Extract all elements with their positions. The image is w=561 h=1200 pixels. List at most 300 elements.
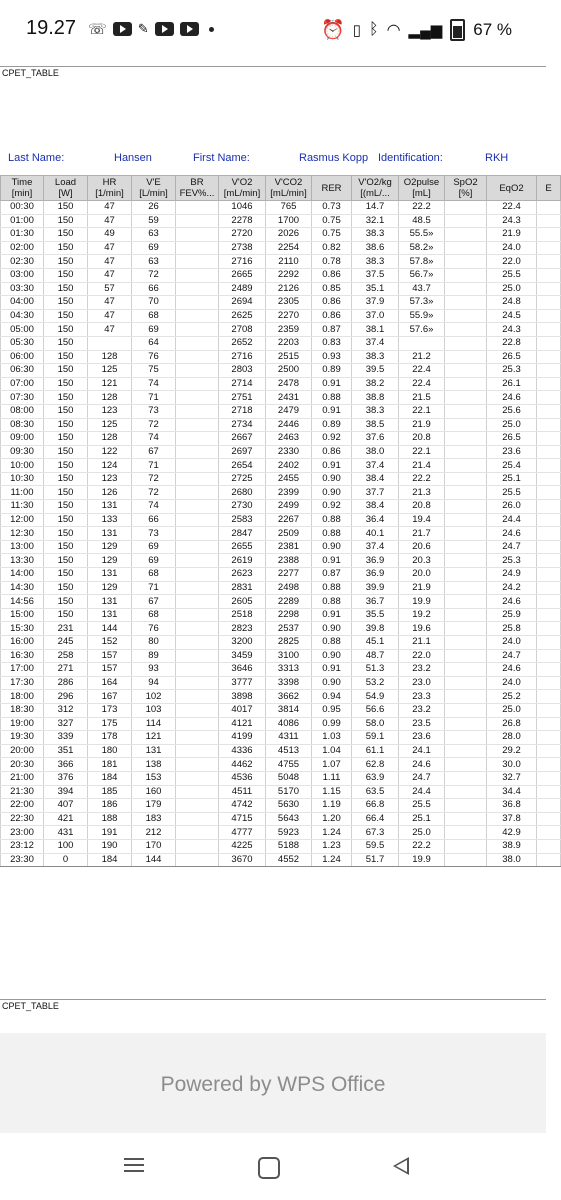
table-cell[interactable]: 89 xyxy=(132,649,176,663)
table-cell[interactable] xyxy=(445,214,487,228)
table-cell[interactable]: 21.9 xyxy=(399,418,445,432)
table-cell[interactable]: 144 xyxy=(88,622,132,636)
table-cell[interactable]: 2446 xyxy=(266,418,312,432)
table-cell[interactable] xyxy=(537,241,561,255)
table-cell[interactable]: 24.6 xyxy=(399,758,445,772)
table-cell[interactable]: 47 xyxy=(88,323,132,337)
table-cell[interactable] xyxy=(445,391,487,405)
table-cell[interactable]: 13:30 xyxy=(1,554,44,568)
table-cell[interactable]: 08:30 xyxy=(1,418,44,432)
table-cell[interactable]: 2267 xyxy=(266,513,312,527)
table-cell[interactable]: 3200 xyxy=(219,636,266,650)
table-cell[interactable]: 68 xyxy=(132,608,176,622)
table-cell[interactable]: 2399 xyxy=(266,486,312,500)
table-cell[interactable]: 4311 xyxy=(266,731,312,745)
table-cell[interactable]: 06:00 xyxy=(1,350,44,364)
table-cell[interactable]: 71 xyxy=(132,581,176,595)
table-cell[interactable]: 24.7 xyxy=(487,649,537,663)
table-cell[interactable]: 62.8 xyxy=(352,758,399,772)
table-cell[interactable]: 150 xyxy=(44,268,88,282)
table-cell[interactable] xyxy=(445,255,487,269)
table-cell[interactable]: 2278 xyxy=(219,214,266,228)
table-cell[interactable]: 2455 xyxy=(266,472,312,486)
table-cell[interactable]: 0.87 xyxy=(312,568,352,582)
table-cell[interactable]: 131 xyxy=(88,500,132,514)
table-cell[interactable]: 0.91 xyxy=(312,459,352,473)
table-cell[interactable]: 184 xyxy=(88,771,132,785)
table-cell[interactable] xyxy=(176,595,219,609)
table-cell[interactable]: 66 xyxy=(132,513,176,527)
table-cell[interactable]: 2515 xyxy=(266,350,312,364)
table-cell[interactable]: 2126 xyxy=(266,282,312,296)
table-cell[interactable] xyxy=(537,500,561,514)
table-cell[interactable]: 2623 xyxy=(219,568,266,582)
table-cell[interactable]: 22.2 xyxy=(399,839,445,853)
table-cell[interactable]: 38.4 xyxy=(352,500,399,514)
table-cell[interactable]: 74 xyxy=(132,377,176,391)
table-cell[interactable] xyxy=(537,622,561,636)
table-cell[interactable]: 150 xyxy=(44,418,88,432)
table-cell[interactable] xyxy=(445,350,487,364)
table-cell[interactable]: 3398 xyxy=(266,676,312,690)
table-cell[interactable]: 3814 xyxy=(266,703,312,717)
table-cell[interactable]: 0.86 xyxy=(312,296,352,310)
table-cell[interactable] xyxy=(176,296,219,310)
table-cell[interactable]: 150 xyxy=(44,554,88,568)
table-cell[interactable]: 14.7 xyxy=(352,201,399,215)
table-cell[interactable]: 21.9 xyxy=(399,581,445,595)
table-cell[interactable] xyxy=(445,241,487,255)
table-cell[interactable]: 1.24 xyxy=(312,853,352,867)
table-cell[interactable]: 5643 xyxy=(266,812,312,826)
table-cell[interactable] xyxy=(176,445,219,459)
table-cell[interactable]: 72 xyxy=(132,472,176,486)
table-cell[interactable]: 150 xyxy=(44,377,88,391)
table-cell[interactable]: 150 xyxy=(44,472,88,486)
table-cell[interactable]: 312 xyxy=(44,703,88,717)
table-cell[interactable]: 4536 xyxy=(219,771,266,785)
table-cell[interactable]: 22.0 xyxy=(487,255,537,269)
table-cell[interactable] xyxy=(537,486,561,500)
table-cell[interactable] xyxy=(537,391,561,405)
table-cell[interactable]: 1.24 xyxy=(312,826,352,840)
table-cell[interactable]: 150 xyxy=(44,486,88,500)
table-cell[interactable] xyxy=(537,214,561,228)
table-cell[interactable]: 67 xyxy=(132,445,176,459)
table-cell[interactable]: 22.4 xyxy=(487,201,537,215)
table-cell[interactable] xyxy=(445,799,487,813)
table-cell[interactable]: 14:00 xyxy=(1,568,44,582)
table-cell[interactable]: 59.1 xyxy=(352,731,399,745)
table-cell[interactable]: 150 xyxy=(44,581,88,595)
table-cell[interactable] xyxy=(176,255,219,269)
table-cell[interactable]: 47 xyxy=(88,309,132,323)
table-cell[interactable]: 164 xyxy=(88,676,132,690)
table-cell[interactable]: 3662 xyxy=(266,690,312,704)
table-cell[interactable]: 1.19 xyxy=(312,799,352,813)
table-cell[interactable] xyxy=(445,404,487,418)
table-cell[interactable]: 2654 xyxy=(219,459,266,473)
table-cell[interactable]: 24.7 xyxy=(399,771,445,785)
table-cell[interactable] xyxy=(445,785,487,799)
table-cell[interactable]: 157 xyxy=(88,663,132,677)
table-cell[interactable]: 24.5 xyxy=(487,309,537,323)
table-cell[interactable]: 2716 xyxy=(219,350,266,364)
table-cell[interactable]: 2625 xyxy=(219,309,266,323)
table-cell[interactable]: 2509 xyxy=(266,527,312,541)
table-cell[interactable] xyxy=(537,785,561,799)
table-cell[interactable] xyxy=(445,527,487,541)
table-cell[interactable]: 38.5 xyxy=(352,418,399,432)
table-cell[interactable]: 20.8 xyxy=(399,432,445,446)
table-cell[interactable]: 38.0 xyxy=(352,445,399,459)
table-cell[interactable]: 53.2 xyxy=(352,676,399,690)
table-cell[interactable]: 2619 xyxy=(219,554,266,568)
table-cell[interactable]: 11:30 xyxy=(1,500,44,514)
table-cell[interactable] xyxy=(176,540,219,554)
table-cell[interactable]: 22:00 xyxy=(1,799,44,813)
table-cell[interactable]: 131 xyxy=(88,568,132,582)
table-cell[interactable]: 23.6 xyxy=(487,445,537,459)
table-cell[interactable]: 24.3 xyxy=(487,323,537,337)
table-cell[interactable]: 38.6 xyxy=(352,241,399,255)
table-cell[interactable]: 0.73 xyxy=(312,201,352,215)
table-cell[interactable]: 66.4 xyxy=(352,812,399,826)
table-cell[interactable] xyxy=(445,472,487,486)
table-cell[interactable]: 47 xyxy=(88,241,132,255)
table-cell[interactable]: 122 xyxy=(88,445,132,459)
table-cell[interactable]: 2499 xyxy=(266,500,312,514)
table-cell[interactable]: 38.2 xyxy=(352,377,399,391)
table-cell[interactable]: 2330 xyxy=(266,445,312,459)
table-cell[interactable]: 56.6 xyxy=(352,703,399,717)
table-cell[interactable] xyxy=(537,703,561,717)
table-cell[interactable]: 1.20 xyxy=(312,812,352,826)
table-cell[interactable]: 67.3 xyxy=(352,826,399,840)
table-cell[interactable] xyxy=(176,649,219,663)
table-cell[interactable] xyxy=(445,636,487,650)
table-cell[interactable]: 188 xyxy=(88,812,132,826)
table-cell[interactable] xyxy=(537,717,561,731)
table-cell[interactable]: 2478 xyxy=(266,377,312,391)
table-cell[interactable] xyxy=(537,812,561,826)
table-cell[interactable]: 22.8 xyxy=(487,336,537,350)
table-cell[interactable] xyxy=(176,839,219,853)
table-cell[interactable] xyxy=(537,255,561,269)
table-cell[interactable]: 183 xyxy=(132,812,176,826)
table-cell[interactable] xyxy=(176,758,219,772)
table-cell[interactable] xyxy=(176,472,219,486)
table-cell[interactable]: 431 xyxy=(44,826,88,840)
table-cell[interactable]: 150 xyxy=(44,296,88,310)
table-cell[interactable]: 1.03 xyxy=(312,731,352,745)
table-cell[interactable]: 02:30 xyxy=(1,255,44,269)
table-cell[interactable]: 68 xyxy=(132,568,176,582)
table-cell[interactable] xyxy=(445,432,487,446)
table-cell[interactable]: 21:00 xyxy=(1,771,44,785)
table-cell[interactable]: 2388 xyxy=(266,554,312,568)
table-cell[interactable]: 19.6 xyxy=(399,622,445,636)
table-cell[interactable]: 0.85 xyxy=(312,282,352,296)
table-cell[interactable]: 23:30 xyxy=(1,853,44,867)
table-cell[interactable]: 0.78 xyxy=(312,255,352,269)
table-cell[interactable]: 73 xyxy=(132,527,176,541)
table-cell[interactable]: 286 xyxy=(44,676,88,690)
table-cell[interactable]: 4742 xyxy=(219,799,266,813)
table-cell[interactable]: 1.11 xyxy=(312,771,352,785)
table-cell[interactable]: 5048 xyxy=(266,771,312,785)
table-cell[interactable]: 376 xyxy=(44,771,88,785)
table-cell[interactable] xyxy=(176,377,219,391)
table-cell[interactable]: 150 xyxy=(44,595,88,609)
table-cell[interactable]: 2730 xyxy=(219,500,266,514)
table-cell[interactable]: 2583 xyxy=(219,513,266,527)
table-cell[interactable] xyxy=(537,663,561,677)
table-cell[interactable]: 125 xyxy=(88,418,132,432)
table-cell[interactable]: 0.92 xyxy=(312,432,352,446)
table-cell[interactable]: 38.3 xyxy=(352,404,399,418)
table-cell[interactable]: 2665 xyxy=(219,268,266,282)
table-cell[interactable]: 2277 xyxy=(266,568,312,582)
table-cell[interactable]: 160 xyxy=(132,785,176,799)
table-cell[interactable]: 24.6 xyxy=(487,391,537,405)
table-cell[interactable] xyxy=(445,459,487,473)
table-cell[interactable]: 37.7 xyxy=(352,486,399,500)
table-cell[interactable]: 75 xyxy=(132,364,176,378)
table-cell[interactable]: 0.92 xyxy=(312,500,352,514)
table-cell[interactable]: 43.7 xyxy=(399,282,445,296)
table-cell[interactable]: 55.5» xyxy=(399,228,445,242)
table-cell[interactable]: 35.1 xyxy=(352,282,399,296)
table-cell[interactable]: 24.8 xyxy=(487,296,537,310)
table-cell[interactable]: 2697 xyxy=(219,445,266,459)
table-cell[interactable]: 0.90 xyxy=(312,472,352,486)
table-cell[interactable] xyxy=(88,336,132,350)
table-cell[interactable]: 37.0 xyxy=(352,309,399,323)
table-cell[interactable] xyxy=(537,445,561,459)
table-cell[interactable]: 23.2 xyxy=(399,703,445,717)
table-cell[interactable]: 48.5 xyxy=(399,214,445,228)
table-cell[interactable]: 21.3 xyxy=(399,486,445,500)
table-cell[interactable]: 23:12 xyxy=(1,839,44,853)
table-cell[interactable]: 38.3 xyxy=(352,255,399,269)
table-cell[interactable]: 19.9 xyxy=(399,595,445,609)
table-cell[interactable]: 150 xyxy=(44,323,88,337)
table-cell[interactable]: 22.0 xyxy=(399,649,445,663)
table-cell[interactable]: 3646 xyxy=(219,663,266,677)
table-cell[interactable]: 20.0 xyxy=(399,568,445,582)
table-cell[interactable]: 150 xyxy=(44,350,88,364)
table-cell[interactable]: 180 xyxy=(88,744,132,758)
home-button[interactable] xyxy=(258,1157,280,1179)
table-cell[interactable] xyxy=(445,364,487,378)
table-cell[interactable]: 271 xyxy=(44,663,88,677)
table-cell[interactable]: 01:00 xyxy=(1,214,44,228)
table-cell[interactable]: 4777 xyxy=(219,826,266,840)
table-cell[interactable] xyxy=(176,731,219,745)
table-cell[interactable]: 74 xyxy=(132,500,176,514)
table-cell[interactable] xyxy=(445,486,487,500)
table-cell[interactable] xyxy=(537,350,561,364)
table-cell[interactable] xyxy=(176,853,219,867)
table-cell[interactable]: 2463 xyxy=(266,432,312,446)
table-cell[interactable]: 63.5 xyxy=(352,785,399,799)
table-cell[interactable]: 69 xyxy=(132,540,176,554)
table-cell[interactable]: 02:00 xyxy=(1,241,44,255)
table-cell[interactable]: 25.0 xyxy=(399,826,445,840)
table-cell[interactable]: 24.4 xyxy=(487,513,537,527)
table-cell[interactable]: 128 xyxy=(88,432,132,446)
table-cell[interactable] xyxy=(176,500,219,514)
table-cell[interactable]: 0.86 xyxy=(312,268,352,282)
table-cell[interactable]: 167 xyxy=(88,690,132,704)
table-cell[interactable] xyxy=(176,799,219,813)
table-cell[interactable]: 150 xyxy=(44,500,88,514)
table-cell[interactable] xyxy=(445,581,487,595)
table-cell[interactable]: 25.8 xyxy=(487,622,537,636)
table-cell[interactable]: 58.0 xyxy=(352,717,399,731)
table-cell[interactable] xyxy=(537,432,561,446)
table-cell[interactable]: 19:30 xyxy=(1,731,44,745)
table-cell[interactable]: 1700 xyxy=(266,214,312,228)
table-cell[interactable]: 4552 xyxy=(266,853,312,867)
table-cell[interactable] xyxy=(445,554,487,568)
table-cell[interactable]: 48.7 xyxy=(352,649,399,663)
table-cell[interactable]: 296 xyxy=(44,690,88,704)
table-cell[interactable]: 2734 xyxy=(219,418,266,432)
table-cell[interactable]: 150 xyxy=(44,364,88,378)
table-cell[interactable]: 12:30 xyxy=(1,527,44,541)
table-cell[interactable] xyxy=(537,282,561,296)
table-cell[interactable]: 150 xyxy=(44,282,88,296)
table-cell[interactable]: 133 xyxy=(88,513,132,527)
table-cell[interactable]: 51.3 xyxy=(352,663,399,677)
table-cell[interactable]: 32.7 xyxy=(487,771,537,785)
table-cell[interactable]: 3459 xyxy=(219,649,266,663)
table-cell[interactable]: 18:30 xyxy=(1,703,44,717)
table-cell[interactable]: 2655 xyxy=(219,540,266,554)
table-cell[interactable]: 24.6 xyxy=(487,527,537,541)
table-cell[interactable]: 0.88 xyxy=(312,391,352,405)
table-cell[interactable]: 69 xyxy=(132,554,176,568)
table-cell[interactable]: 51.7 xyxy=(352,853,399,867)
table-cell[interactable]: 0.94 xyxy=(312,690,352,704)
table-cell[interactable]: 08:00 xyxy=(1,404,44,418)
table-cell[interactable]: 366 xyxy=(44,758,88,772)
table-cell[interactable]: 37.4 xyxy=(352,540,399,554)
table-cell[interactable]: 05:00 xyxy=(1,323,44,337)
table-cell[interactable]: 74 xyxy=(132,432,176,446)
table-cell[interactable] xyxy=(537,404,561,418)
table-cell[interactable]: 170 xyxy=(132,839,176,853)
table-cell[interactable]: 11:00 xyxy=(1,486,44,500)
table-cell[interactable]: 150 xyxy=(44,459,88,473)
table-cell[interactable]: 36.9 xyxy=(352,554,399,568)
table-cell[interactable]: 45.1 xyxy=(352,636,399,650)
table-cell[interactable]: 150 xyxy=(44,527,88,541)
table-cell[interactable]: 1.04 xyxy=(312,744,352,758)
table-cell[interactable]: 25.0 xyxy=(487,282,537,296)
table-cell[interactable]: 63.9 xyxy=(352,771,399,785)
table-cell[interactable]: 21:30 xyxy=(1,785,44,799)
table-cell[interactable]: 59 xyxy=(132,214,176,228)
table-cell[interactable] xyxy=(176,703,219,717)
table-cell[interactable]: 20.8 xyxy=(399,500,445,514)
table-cell[interactable] xyxy=(176,826,219,840)
table-cell[interactable]: 4755 xyxy=(266,758,312,772)
table-cell[interactable]: 25.0 xyxy=(487,418,537,432)
table-cell[interactable] xyxy=(445,731,487,745)
table-cell[interactable]: 178 xyxy=(88,731,132,745)
table-cell[interactable]: 34.4 xyxy=(487,785,537,799)
table-cell[interactable]: 3313 xyxy=(266,663,312,677)
table-cell[interactable] xyxy=(176,608,219,622)
table-cell[interactable] xyxy=(176,568,219,582)
table-cell[interactable]: 24.9 xyxy=(487,568,537,582)
table-cell[interactable]: 0.86 xyxy=(312,309,352,323)
table-cell[interactable]: 23:00 xyxy=(1,826,44,840)
table-cell[interactable]: 26.5 xyxy=(487,350,537,364)
recent-apps-button[interactable] xyxy=(124,1155,144,1175)
table-cell[interactable]: 17:30 xyxy=(1,676,44,690)
table-cell[interactable] xyxy=(445,418,487,432)
table-cell[interactable]: 0.88 xyxy=(312,513,352,527)
table-cell[interactable]: 20:30 xyxy=(1,758,44,772)
table-cell[interactable]: 22.4 xyxy=(399,364,445,378)
table-cell[interactable]: 2823 xyxy=(219,622,266,636)
table-cell[interactable]: 126 xyxy=(88,486,132,500)
table-cell[interactable] xyxy=(537,799,561,813)
table-cell[interactable]: 150 xyxy=(44,309,88,323)
table-cell[interactable]: 2270 xyxy=(266,309,312,323)
table-cell[interactable]: 1.07 xyxy=(312,758,352,772)
table-cell[interactable]: 407 xyxy=(44,799,88,813)
table-cell[interactable]: 30.0 xyxy=(487,758,537,772)
table-cell[interactable]: 150 xyxy=(44,540,88,554)
table-cell[interactable]: 150 xyxy=(44,255,88,269)
table-cell[interactable]: 16:30 xyxy=(1,649,44,663)
table-cell[interactable]: 25.3 xyxy=(487,364,537,378)
table-cell[interactable]: 2667 xyxy=(219,432,266,446)
table-cell[interactable] xyxy=(176,785,219,799)
table-cell[interactable]: 2751 xyxy=(219,391,266,405)
table-cell[interactable] xyxy=(537,676,561,690)
table-cell[interactable] xyxy=(537,853,561,867)
table-cell[interactable]: 2847 xyxy=(219,527,266,541)
table-cell[interactable]: 4086 xyxy=(266,717,312,731)
table-cell[interactable]: 2500 xyxy=(266,364,312,378)
table-cell[interactable]: 57.3» xyxy=(399,296,445,310)
table-cell[interactable]: 0.88 xyxy=(312,636,352,650)
table-cell[interactable]: 32.1 xyxy=(352,214,399,228)
table-cell[interactable]: 24.0 xyxy=(487,676,537,690)
table-cell[interactable] xyxy=(537,649,561,663)
table-cell[interactable]: 22.2 xyxy=(399,472,445,486)
table-cell[interactable]: 24.4 xyxy=(399,785,445,799)
table-cell[interactable]: 23.6 xyxy=(399,731,445,745)
table-cell[interactable]: 05:30 xyxy=(1,336,44,350)
table-cell[interactable]: 38.9 xyxy=(487,839,537,853)
table-cell[interactable]: 351 xyxy=(44,744,88,758)
table-cell[interactable]: 185 xyxy=(88,785,132,799)
table-cell[interactable]: 23.0 xyxy=(399,676,445,690)
table-cell[interactable]: 20.3 xyxy=(399,554,445,568)
table-cell[interactable] xyxy=(176,554,219,568)
table-cell[interactable]: 57.8» xyxy=(399,255,445,269)
table-cell[interactable]: 37.9 xyxy=(352,296,399,310)
table-cell[interactable] xyxy=(537,554,561,568)
table-cell[interactable] xyxy=(445,323,487,337)
